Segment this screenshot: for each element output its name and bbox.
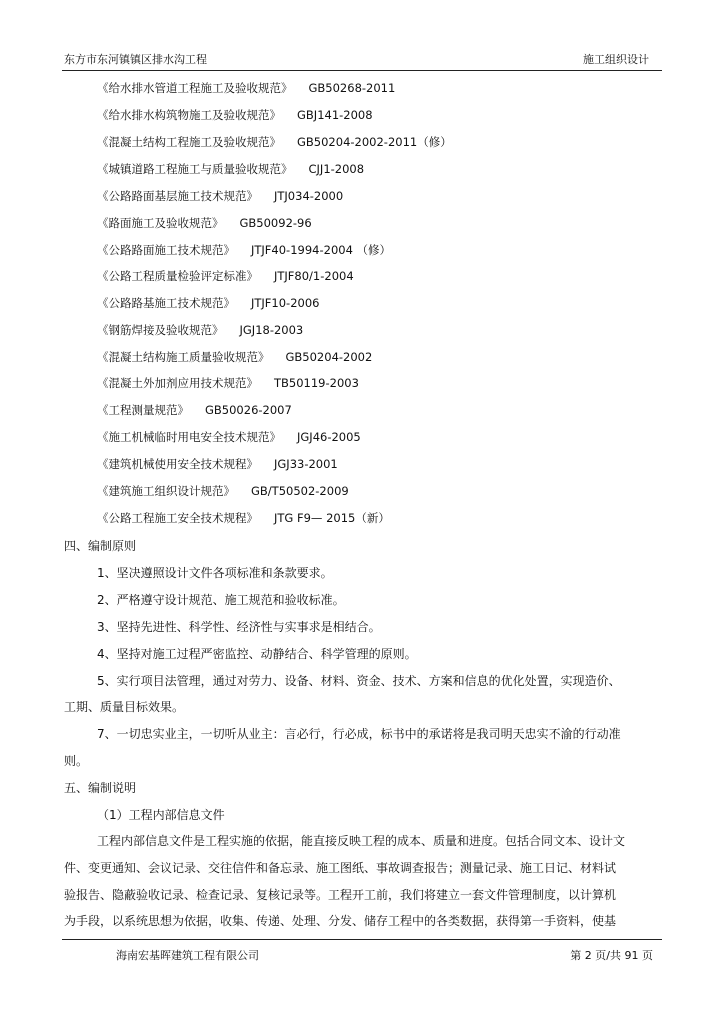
standard-code: GB/T50502-2009 xyxy=(251,484,349,498)
header-rule xyxy=(62,70,662,71)
standard-name: 《施工机械临时用电安全技术规范》 xyxy=(97,430,281,444)
standard-name: 《城镇道路工程施工与质量验收规范》 xyxy=(97,162,293,176)
standard-name: 《混凝土结构施工质量验收规范》 xyxy=(97,350,270,364)
header-project-title: 东方市东河镇镇区排水沟工程 xyxy=(64,53,207,66)
body-paragraph-line: 验报告、隐蔽验收记录、检查记录、复核记录等。工程开工前，我们将建立一套文件管理制度，以计算机 xyxy=(64,888,617,902)
standard-item xyxy=(97,483,349,499)
standard-code: JGJ33-2001 xyxy=(274,457,338,471)
standard-code: CJJ1-2008 xyxy=(308,162,365,176)
standard-code: GB50268-2011 xyxy=(308,81,396,95)
footer-company: 海南宏基晖建筑工程有限公司 xyxy=(116,949,259,962)
standard-name: 《公路工程质量检验评定标准》 xyxy=(97,269,258,283)
standard-code: GBJ141-2008 xyxy=(297,108,373,122)
standard-name: 《建筑施工组织设计规范》 xyxy=(97,484,235,498)
standard-name: 《公路路面基层施工技术规范》 xyxy=(97,189,258,203)
body-paragraph-line: 工程内部信息文件是工程实施的依据，能直接反映工程的成本、质量和进度。包括合同文本、设计文 xyxy=(97,834,626,848)
standard-name: 《给水排水管道工程施工及验收规范》 xyxy=(97,81,293,95)
standard-code: JTG F9— 2015（新） xyxy=(274,511,390,525)
standard-name: 《混凝土外加剂应用技术规范》 xyxy=(97,376,258,390)
section-heading: 四、编制原则 xyxy=(64,539,137,553)
principle-item: 4、坚持对施工过程严密监控、动静结合、科学管理的原则。 xyxy=(97,647,417,661)
standard-code: JGJ18-2003 xyxy=(239,323,304,337)
standard-item xyxy=(97,134,452,150)
principle-item: 1、坚决遵照设计文件各项标准和条款要求。 xyxy=(97,566,333,580)
standard-name: 《工程测量规范》 xyxy=(97,403,189,417)
body-paragraph-line: 件、变更通知、会议记录、交往信件和备忘录、施工图纸、事故调查报告；测量记录、施工日记、材料试 xyxy=(64,861,617,875)
standard-name: 《公路路面施工技术规范》 xyxy=(97,243,235,257)
standard-name: 《钢筋焊接及验收规范》 xyxy=(97,323,224,337)
standard-code: JTJF40-1994-2004 （修） xyxy=(251,243,392,257)
standard-item xyxy=(97,161,364,177)
header-doc-type: 施工组织设计 xyxy=(583,53,649,66)
standard-code: JTJ034-2000 xyxy=(274,189,344,203)
standard-name: 《建筑机械使用安全技术规程》 xyxy=(97,457,258,471)
standard-code: TB50119-2003 xyxy=(274,376,359,390)
standard-item xyxy=(97,510,390,526)
standard-name: 《路面施工及验收规范》 xyxy=(97,216,224,230)
standard-code: JGJ46-2005 xyxy=(297,430,361,444)
subsection-heading: （1）工程内部信息文件 xyxy=(97,808,225,822)
standard-name: 《混凝土结构工程施工及验收规范》 xyxy=(97,135,281,149)
standard-name: 《给水排水构筑物施工及验收规范》 xyxy=(97,108,281,122)
standard-item xyxy=(97,349,372,365)
standard-item xyxy=(97,402,292,418)
standard-code: GB50092-96 xyxy=(239,216,312,230)
standard-item xyxy=(97,322,303,338)
standard-item xyxy=(97,456,338,472)
standard-code: GB50204-2002 xyxy=(285,350,373,364)
standard-item xyxy=(97,215,312,231)
principle-item-continued: 则。 xyxy=(64,754,89,768)
footer-page-info: 第 2 页/共 91 页 xyxy=(570,949,653,962)
standard-code: GB50026-2007 xyxy=(205,403,292,417)
principle-item-continued: 工期、质量目标效果。 xyxy=(64,700,185,714)
standard-item xyxy=(97,80,395,96)
standard-item xyxy=(97,375,359,391)
principle-item: 2、严格遵守设计规范、施工规范和验收标准。 xyxy=(97,593,345,607)
principle-item: 5、实行项目法管理，通过对劳力、设备、材料、资金、技术、方案和信息的优化处置，实现造价、 xyxy=(97,674,621,688)
standard-item xyxy=(97,242,391,258)
standard-code: JTJF80/1-2004 xyxy=(274,269,354,283)
standard-code: GB50204-2002-2011（修） xyxy=(297,135,452,149)
standard-item xyxy=(97,268,354,284)
standard-item xyxy=(97,107,373,123)
standard-name: 《公路路基施工技术规范》 xyxy=(97,296,235,310)
standard-item xyxy=(97,295,319,311)
principle-item: 7、一切忠实业主，一切听从业主：言必行，行必成，标书中的承诺将是我司明天忠实不渝的行动准 xyxy=(97,727,621,741)
standard-name: 《公路工程施工安全技术规程》 xyxy=(97,511,258,525)
section-heading: 五、编制说明 xyxy=(64,781,137,795)
standard-item xyxy=(97,188,343,204)
standard-code: JTJF10-2006 xyxy=(251,296,320,310)
body-paragraph-line: 为手段，以系统思想为依据，收集、传递、处理、分发、储存工程中的各类数据，获得第一手资料，使基 xyxy=(64,914,617,928)
principle-item: 3、坚持先进性、科学性、经济性与实事求是相结合。 xyxy=(97,620,381,634)
standard-item xyxy=(97,429,361,445)
footer-rule xyxy=(62,939,662,940)
